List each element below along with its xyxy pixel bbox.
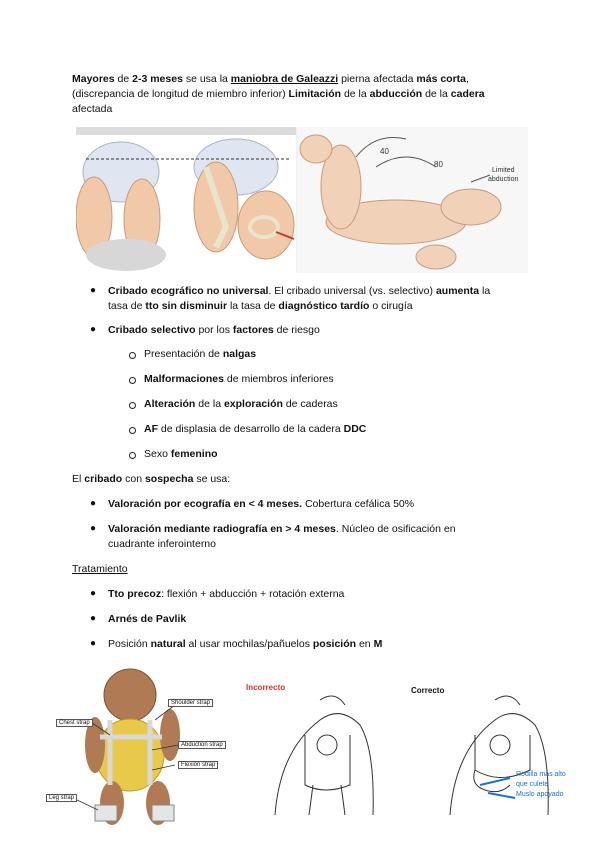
risk-text: de miembros inferiores [223,373,334,385]
risk-item [144,372,334,387]
treatment-item [108,637,382,652]
bullet-dot: ● [90,613,97,624]
abduction-label: abduction [488,176,519,183]
bullet-dot: ● [90,324,97,335]
screening-text: sospecha [144,473,194,485]
intro-text: (discrepancia de longitud de miembro inferior) [72,88,289,100]
bullet-text: diagnóstico tardío [278,300,370,312]
treatment-text: en [356,638,374,650]
risk-text: de la [195,398,224,410]
intro-text: cadera [450,88,485,100]
bullet-dot: ● [90,523,97,534]
bullet-text: factores [232,324,274,336]
intro-line-1 [72,72,532,87]
risk-item [144,447,218,462]
bullet-item [108,323,320,338]
bullet-dot: ● [90,285,97,296]
bullet-text: . El cribado universal (vs. selectivo) [268,285,436,297]
sub-bullet [129,427,136,434]
bullet-dot: ● [90,638,97,649]
screen-text: Valoración por ecografía en < 4 meses. [108,498,303,510]
flexion-strap-label: Flexion strap [178,761,218,769]
bullet-dot: ● [90,588,97,599]
bullet-text: la tasa de [227,300,279,312]
leg-strap-label: Leg strap [46,794,77,802]
intro-text: pierna afectada [338,73,417,85]
risk-item [144,422,366,437]
shoulder-strap-label: Shoulder strap [168,699,213,707]
limited-label: Limited [492,167,515,174]
correct-label: Correcto [411,686,445,695]
risk-text: exploración [223,398,283,410]
intro-text: abducción [369,88,423,100]
treatment-text: Arnés de Pavlik [108,613,187,625]
thigh-note: Muslo apoyado [516,791,564,798]
treatment-text: M [373,638,383,650]
risk-text: de caderas [282,398,338,410]
chest-strap-label: Chest strap [56,719,93,727]
bullet-item-cont [108,299,528,314]
intro-text: Limitación [288,88,342,100]
treatment-text: al usar mochilas/pañuelos [185,638,313,650]
intro-text: de la [422,88,451,100]
risk-text: de displasia de desarrollo de la cadera [158,423,344,435]
screening-line [72,472,230,487]
risk-item [144,397,338,412]
galeazzi-figure [76,127,528,273]
butt-note: que culete [516,781,549,788]
treatment-item [108,612,186,627]
risk-text: Presentación de [144,348,223,360]
risk-text: Alteración [144,398,196,410]
screen-text: Valoración mediante radiografía en > 4 meses [108,523,336,535]
risk-text: nalgas [222,348,257,360]
risk-text: Malformaciones [144,373,224,385]
angle-label-80: 80 [434,160,443,169]
treatment-title-text: Tratamiento [72,563,128,575]
treatment-text: natural [150,638,186,650]
treatment-text: : flexión + abducción + rotación externa [161,588,345,600]
risk-text: Sexo [144,448,171,460]
risk-text: AF [144,423,158,435]
galeazzi-term: maniobra de Galeazzi [230,73,339,85]
bullet-text: tasa de [108,300,146,312]
screening-text: se usa: [193,473,231,485]
sub-bullet [129,402,136,409]
abduction-strap-label: Abduction strap [178,741,226,749]
screen-item [108,497,414,512]
intro-line-2 [72,87,542,102]
sub-bullet [129,352,136,359]
pavlik-figure [40,665,240,825]
screening-text: El [72,473,85,485]
treatment-item [108,587,344,602]
intro-text: , [466,73,469,85]
intro-text: se usa la [182,73,231,85]
screening-text: cribado [84,473,123,485]
galeazzi-illustration [76,127,528,273]
bullet-text: de riesgo [273,324,320,336]
intro-text: Mayores [72,73,115,85]
bullet-text: Cribado ecográfico no universal [108,285,269,297]
bullet-item [108,284,528,299]
incorrect-label: Incorrecto [246,683,286,692]
bullet-text: la [479,285,491,297]
bullet-text: Cribado selectivo [108,324,196,336]
bullet-text: aumenta [435,285,480,297]
bullet-text: tto sin disminuir [145,300,228,312]
angle-label-40: 40 [380,147,389,156]
screen-text: . Núcleo de osificación en [335,523,456,535]
treatment-text: Tto precoz [108,588,162,600]
bullet-text: o cirugía [369,300,413,312]
intro-text: de la [341,88,370,100]
screen-item [108,522,528,537]
screen-text: Cobertura cefálica 50% [302,498,415,510]
screening-text: con [122,473,145,485]
carrier-incorrect-illustration [265,690,385,820]
screen-item-cont: cuadrante inferointerno [108,538,216,550]
carrier-correct-illustration [440,690,565,820]
intro-text: de [114,73,133,85]
risk-text: DDC [343,423,367,435]
sub-bullet [129,452,136,459]
treatment-text: posición [312,638,357,650]
intro-text: 2-3 meses [132,73,183,85]
treatment-text: Posición [108,638,151,650]
knee-note: Rodilla más alto [516,771,566,778]
treatment-title [72,562,128,577]
intro-text: más corta [416,73,467,85]
risk-item [144,347,256,362]
bullet-text: por los [195,324,233,336]
intro-line-3: afectada [72,103,113,115]
bullet-dot: ● [90,498,97,509]
sub-bullet [129,377,136,384]
risk-text: femenino [170,448,218,460]
